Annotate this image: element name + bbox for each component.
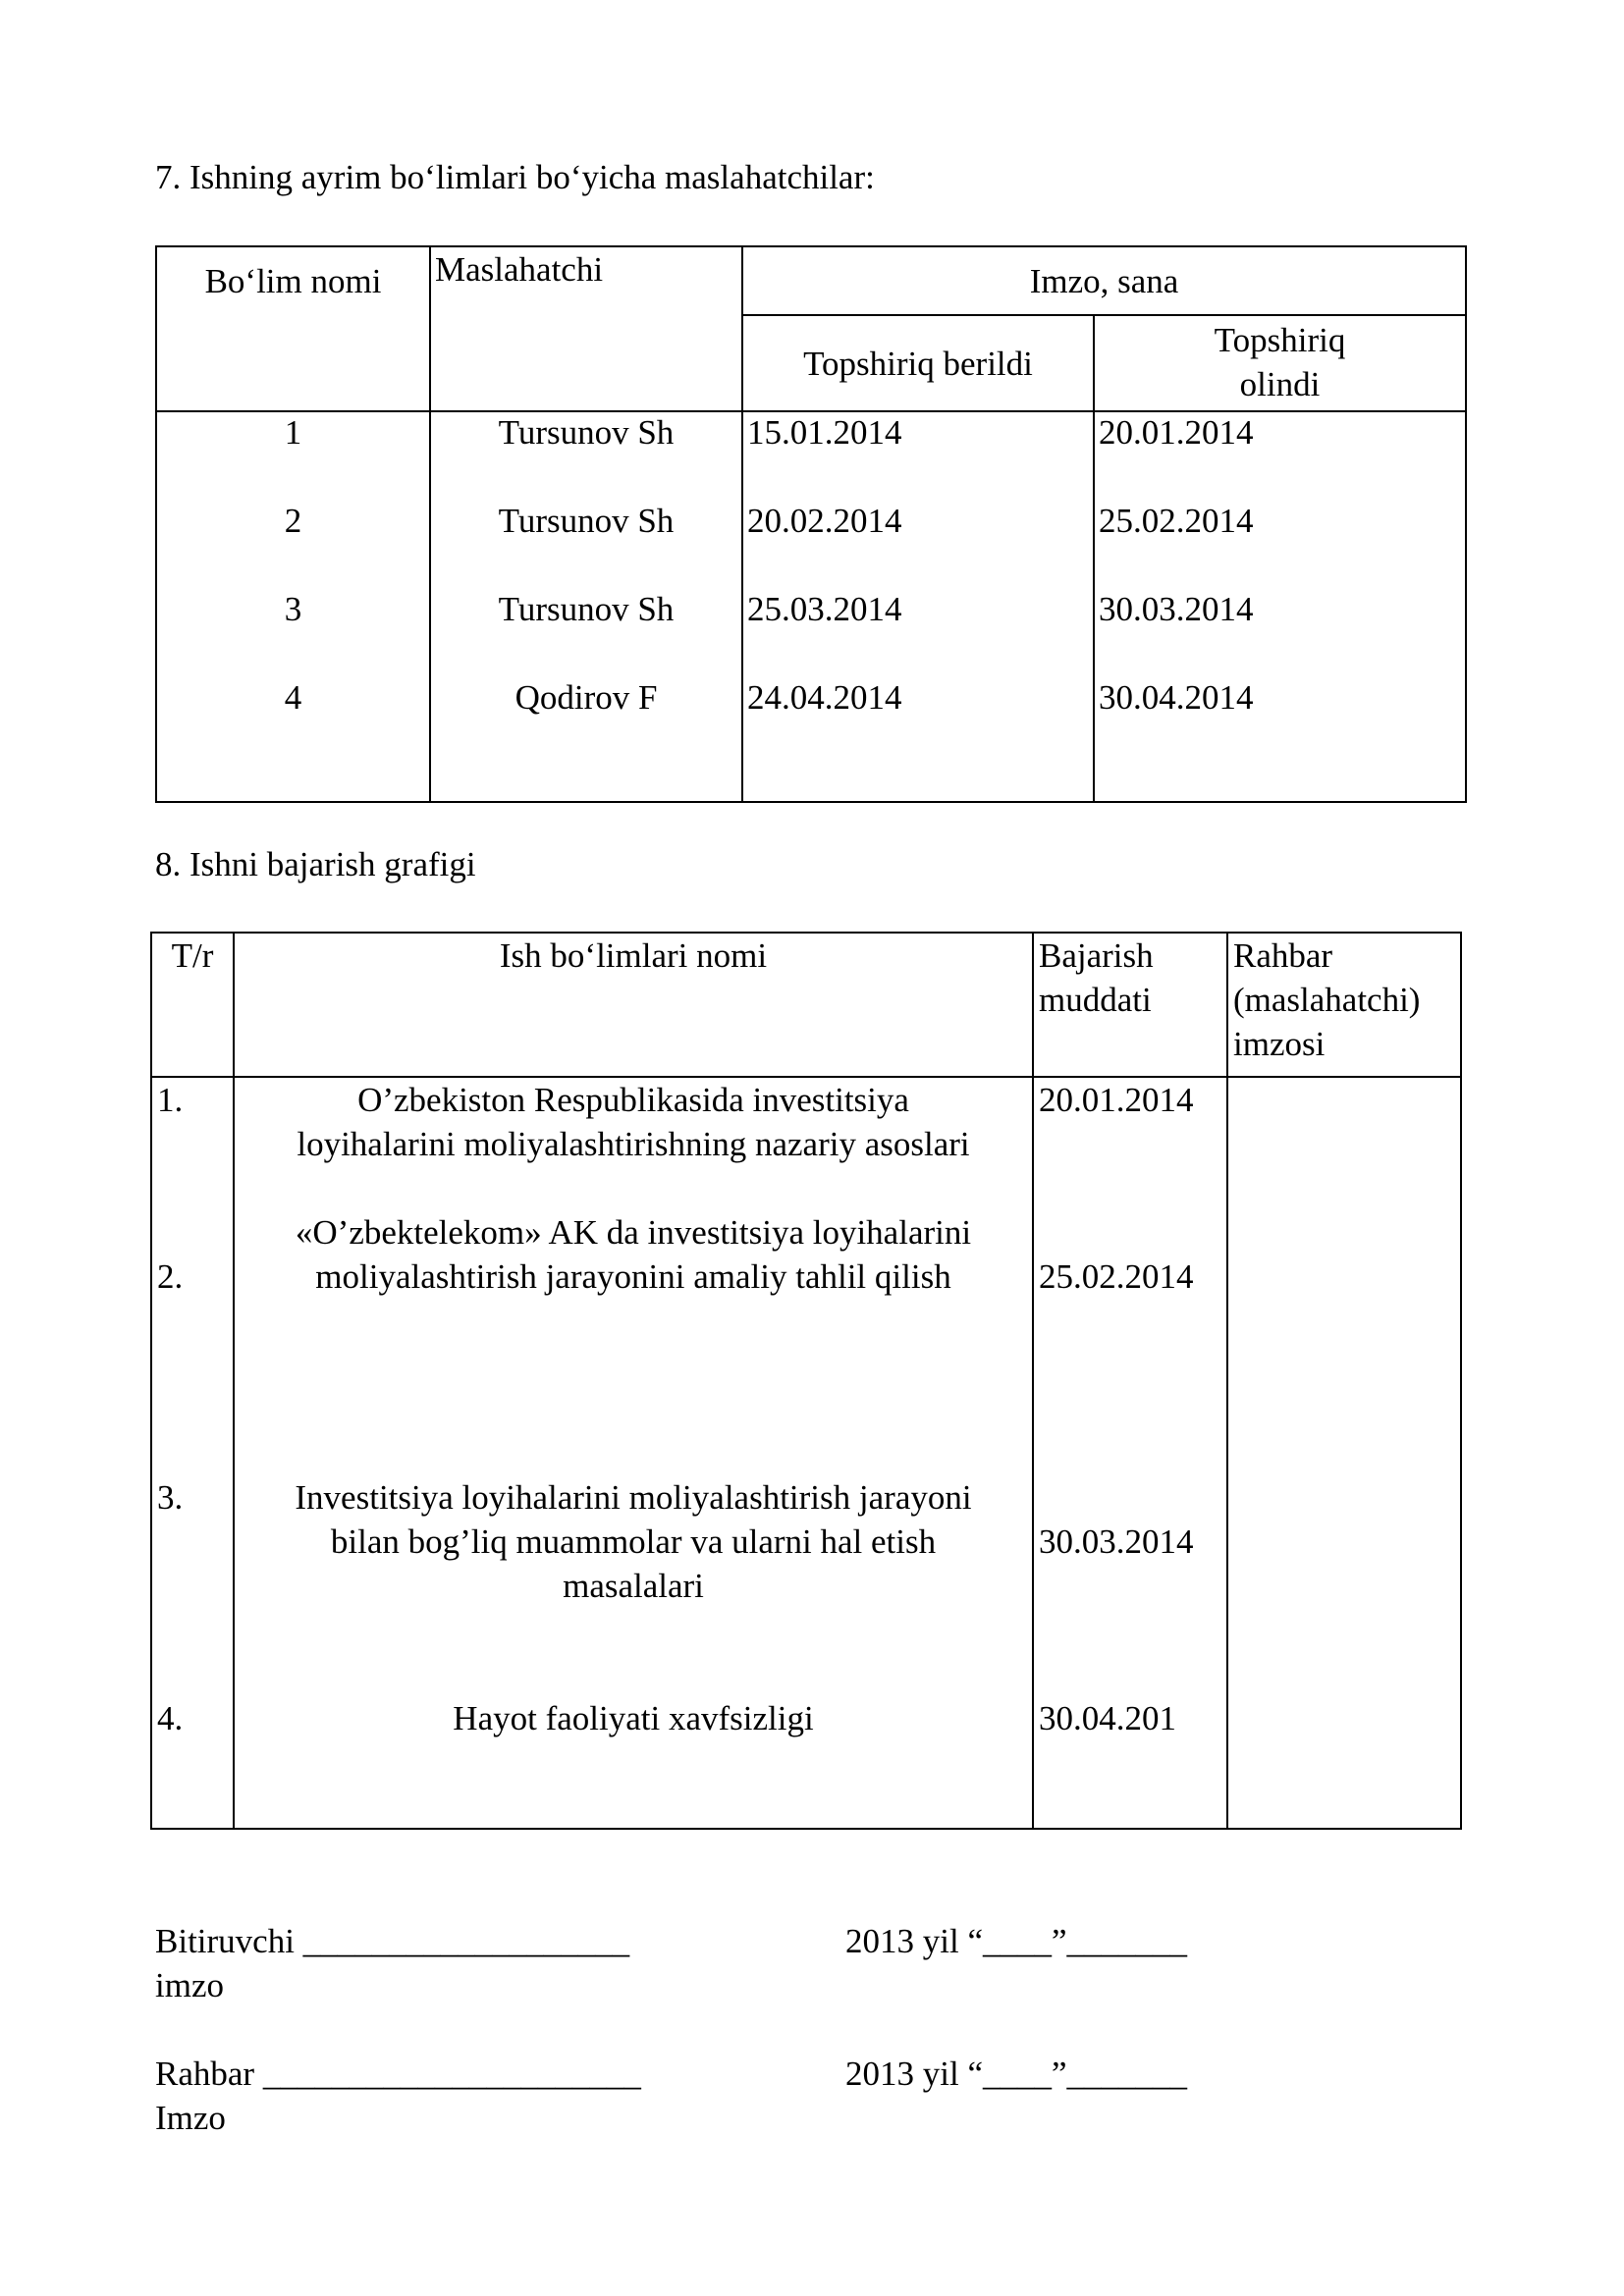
col-task-names — [234, 1077, 1033, 1829]
row-2-given: 20.02.2014 — [747, 502, 902, 540]
task-3-name-line1: Investitsiya loyihalarini moliyalashtirish jarayoni — [295, 1478, 972, 1517]
task-3-deadline: 30.03.2014 — [1039, 1522, 1194, 1561]
header-task-received-line2: olindi — [1239, 365, 1321, 403]
schedule-table — [150, 932, 1462, 1830]
graduate-date: 2013 yil “____”_______ — [845, 1922, 1188, 1960]
header-leader-line1: Rahbar — [1233, 936, 1333, 975]
col-consultants — [430, 411, 742, 802]
task-1-name — [235, 1078, 1032, 1166]
task-2-name-line1: «O’zbektelekom» AK da investitsiya loyihalarini — [295, 1213, 972, 1252]
task-4-name — [235, 1696, 1032, 1740]
row-2-consultant: Tursunov Sh — [498, 502, 675, 540]
task-4-num: 4. — [157, 1699, 184, 1737]
row-3-consultant: Tursunov Sh — [498, 590, 675, 628]
header-task-given-text: Topshiriq berildi — [803, 345, 1033, 383]
header-consultant-text: Maslahatchi — [435, 250, 604, 289]
header-tr-text: T/r — [171, 936, 214, 975]
task-1-name-line2: loyihalarini moliyalashtirishning nazariy asoslari — [297, 1125, 970, 1163]
task-2-deadline: 25.02.2014 — [1039, 1257, 1194, 1296]
task-1-name-line1: O’zbekiston Respublikasida investitsiya — [357, 1081, 909, 1119]
row-4-num: 4 — [284, 678, 302, 717]
header-deadline — [1033, 933, 1227, 1077]
col-task-given — [742, 411, 1094, 802]
task-4-name-line1: Hayot faoliyati xavfsizligi — [453, 1699, 814, 1737]
leader-label: Rahbar ______________________ — [155, 2055, 641, 2093]
row-2-received: 25.02.2014 — [1099, 502, 1254, 540]
header-deadline-line2: muddati — [1039, 981, 1152, 1019]
graduate-signature — [155, 1919, 629, 2007]
col-task-received — [1094, 411, 1466, 802]
row-3-given: 25.03.2014 — [747, 590, 902, 628]
header-leader-line2: (maslahatchi) — [1233, 981, 1421, 1019]
row-3-num: 3 — [284, 590, 302, 628]
header-sign-date — [742, 246, 1466, 315]
task-4-deadline: 30.04.201 — [1039, 1699, 1176, 1737]
header-leader-line3: imzosi — [1233, 1025, 1326, 1063]
leader-date: 2013 yil “____”_______ — [845, 2055, 1188, 2093]
header-consultant — [430, 246, 742, 411]
row-4-consultant: Qodirov F — [514, 678, 658, 717]
row-3-received: 30.03.2014 — [1099, 590, 1254, 628]
section-8-title: 8. Ishni bajarish grafigi — [155, 845, 476, 883]
header-tr — [151, 933, 234, 1077]
row-4-given: 24.04.2014 — [747, 678, 902, 717]
col-numbers — [156, 411, 430, 802]
row-1-num: 1 — [284, 413, 302, 452]
task-3-name — [235, 1475, 1032, 1608]
consultants-table — [155, 245, 1467, 803]
row-1-given: 15.01.2014 — [747, 413, 902, 452]
row-4-received: 30.04.2014 — [1099, 678, 1254, 717]
task-1-num: 1. — [157, 1081, 184, 1119]
header-section-name-text: Bo‘lim nomi — [204, 262, 382, 300]
task-3-name-line2: bilan bog’liq muammolar va ularni hal etish — [330, 1522, 937, 1561]
leader-sub: Imzo — [155, 2099, 226, 2137]
col-leader-signatures — [1227, 1077, 1461, 1829]
section-7-title: 7. Ishning ayrim bo‘limlari bo‘yicha maslahatchilar: — [155, 158, 875, 196]
graduate-label: Bitiruvchi ___________________ — [155, 1922, 630, 1960]
col-deadlines — [1033, 1077, 1227, 1829]
header-leader-sign — [1227, 933, 1461, 1077]
header-task-name-text: Ish bo‘limlari nomi — [499, 936, 768, 975]
task-1-deadline: 20.01.2014 — [1039, 1081, 1194, 1119]
graduate-sub: imzo — [155, 1966, 224, 2004]
row-1-consultant: Tursunov Sh — [498, 413, 675, 452]
task-3-name-line3: masalalari — [563, 1567, 704, 1605]
header-task-received-line1: Topshiriq — [1214, 321, 1346, 359]
row-1-received: 20.01.2014 — [1099, 413, 1254, 452]
task-2-name-line2: moliyalashtirish jarayonini amaliy tahlil qilish — [315, 1257, 951, 1296]
header-deadline-line1: Bajarish — [1039, 936, 1154, 975]
leader-signature — [155, 2052, 641, 2140]
task-3-num: 3. — [157, 1478, 184, 1517]
col-tr — [151, 1077, 234, 1829]
header-task-name — [234, 933, 1033, 1077]
row-2-num: 2 — [284, 502, 302, 540]
task-2-name — [235, 1210, 1032, 1299]
header-section-name — [156, 246, 430, 411]
task-2-num: 2. — [157, 1257, 184, 1296]
header-sign-date-text: Imzo, sana — [1029, 262, 1179, 300]
